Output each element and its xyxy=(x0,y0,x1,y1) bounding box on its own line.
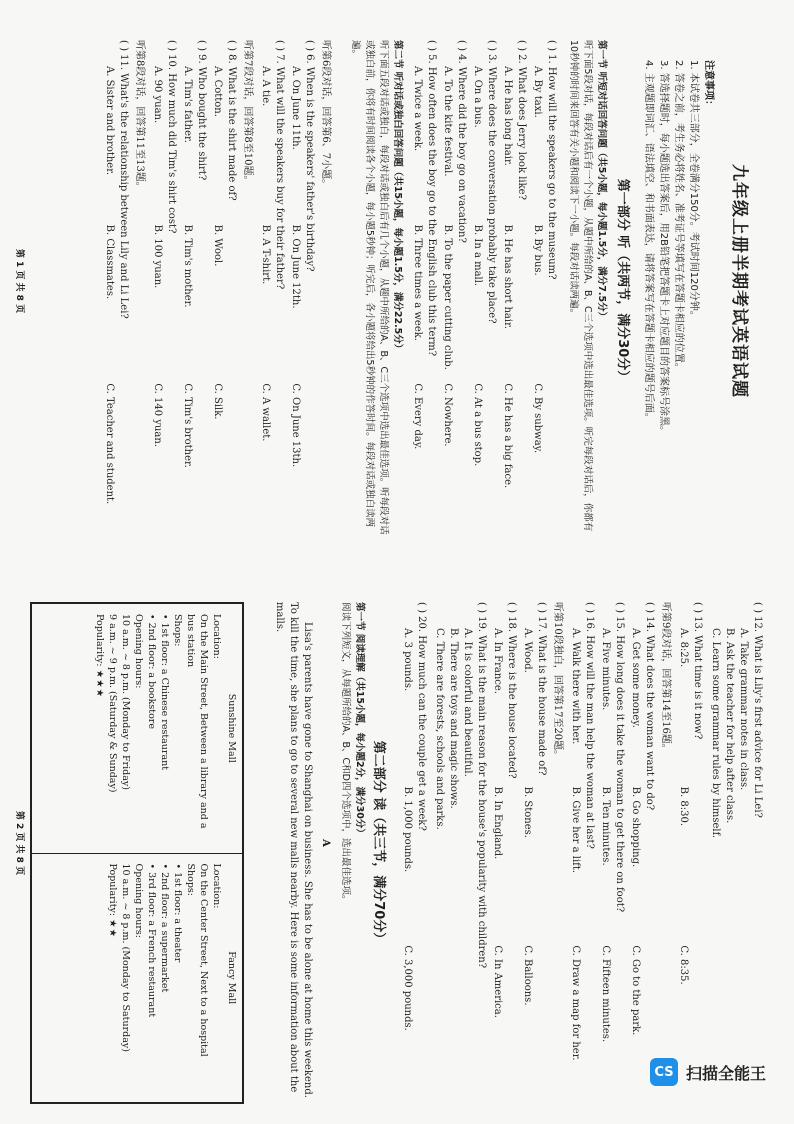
mall-name: Sunshine Mall xyxy=(226,693,237,763)
question-14 xyxy=(628,602,656,1104)
mall-location: On the Main Street, Between a library and a bus station xyxy=(185,614,209,829)
option-b: B. There are toys and magic shows. xyxy=(448,628,459,809)
notes-heading: 注意事项： xyxy=(703,60,714,110)
popularity-label: Popularity: xyxy=(107,863,118,917)
question-stem: ( ) 7. What will the speakers buy for their father? xyxy=(274,40,285,290)
option-c: C. Fifteen minutes. xyxy=(600,945,611,1043)
option-b: B. In a mall. xyxy=(472,224,483,287)
section1-desc: 听下面5段对话，每段对话后有一个小题，从题中所给的A、B、C三个选项中选出最佳选项。听完每段对话后，你都有10秒钟的时间来回答有关小题和阅读下一小题。每段对话读两遍。 xyxy=(568,40,593,532)
option-b: B. 1,000 pounds. xyxy=(402,786,413,873)
option-b: B. Ask the teacher for help after class. xyxy=(724,628,735,824)
reading-section-title: 第一节 阅读理解（共15小题，每小题2分，满分30分） xyxy=(354,602,365,838)
note-item: 3. 答选择题时，每小题选出答案后，用2B铅笔把答题卡上对应题目的答案标号涂黑。 xyxy=(658,60,669,436)
question-4 xyxy=(440,40,468,542)
option-c: C. Silk. xyxy=(212,383,223,420)
question-9 xyxy=(180,40,208,542)
question-7 xyxy=(258,40,286,542)
option-c: C. A wallet. xyxy=(260,383,271,442)
option-b: B. Give her a lift. xyxy=(570,786,581,874)
option-a: A. Walk there with her. xyxy=(570,628,581,745)
option-c: C. There are forests, schools and parks. xyxy=(434,628,445,830)
option-a: A. Five minutes. xyxy=(600,628,611,711)
question-13 xyxy=(676,602,704,1104)
question-stem: ( ) 19. What is the main reason for the house's popularity with children? xyxy=(476,602,487,969)
camscanner-logo-icon: CS xyxy=(650,1058,678,1086)
option-b: B. Tim's mother. xyxy=(182,224,193,308)
hours-item: 10 a.m. ~ 8 p.m. (Monday to Friday) xyxy=(120,614,131,790)
option-c: C. 3,000 pounds. xyxy=(402,945,413,1031)
question-stem: ( ) 6. When is the speakers' father's birthday? xyxy=(304,40,315,272)
option-c: C. Tim's brother. xyxy=(182,383,193,468)
option-b: B. A T-shirt. xyxy=(260,224,271,285)
malls-info-box xyxy=(30,602,244,1104)
option-a: A. To the kite festival. xyxy=(442,66,453,177)
shop-item: • 2nd floor: a supermarket xyxy=(159,863,170,993)
option-c: C. Teacher and student. xyxy=(104,383,115,505)
shop-item: • 1st floor: a theater xyxy=(172,863,183,963)
question-17 xyxy=(520,602,548,1104)
question-18 xyxy=(490,602,518,1104)
option-c: C. Every day. xyxy=(412,383,423,450)
exam-title: 九年级上册半期考试英语试题 xyxy=(729,164,749,398)
question-8 xyxy=(210,40,238,542)
option-b: B. To the paper cutting club. xyxy=(442,224,453,370)
question-stem: ( ) 12. What is Lily's first advice for Li Lei? xyxy=(752,602,763,818)
listen-instruction: 听第6段对话，回答第6、7小题。 xyxy=(320,40,331,190)
question-12 xyxy=(708,602,764,1104)
mall-name: Fancy Mall xyxy=(226,951,237,1005)
shops-label: Shops: xyxy=(172,614,183,647)
exam-page-2 xyxy=(0,562,794,1124)
mall-card-sunshine xyxy=(32,604,242,853)
section1-heading xyxy=(566,40,608,542)
reading-section-heading xyxy=(338,602,366,1104)
listen-instruction: 听第8段对话，回答第11至13题。 xyxy=(134,40,145,192)
popularity-label: Popularity: xyxy=(94,614,105,667)
mall-location: On the Center Street, Next to a hospital xyxy=(198,863,209,1057)
option-a: A. 8:25. xyxy=(678,628,689,668)
shop-item: • 3rd floor: a French restaurant xyxy=(146,863,157,1018)
part1-title: 第一部分 听（共两节，满分30分） xyxy=(615,178,630,384)
option-b: B. Classmates. xyxy=(104,224,115,300)
passage-intro: Lisa's parents have gone to Shanghai on business. She has to be alone at home this weekend. To kill the time, she plans to go to several new malls nearby. Here is some information about the malls. xyxy=(274,602,313,1098)
question-11 xyxy=(102,40,130,542)
option-a: A. He has long hair. xyxy=(502,66,513,166)
question-stem: ( ) 18. Where is the house located? xyxy=(506,602,517,779)
option-a: A. Wood. xyxy=(522,628,533,673)
listen-instruction: 听第10段独白，回答第17至20题。 xyxy=(552,602,563,761)
option-c: C. In America. xyxy=(492,945,503,1018)
section2-title: 第二节 听对话或独白回答问题（共15小题，每小题1.5分，满分22.5分） xyxy=(392,40,403,354)
location-label: Location: xyxy=(211,614,222,659)
option-b: B. Three times a week. xyxy=(412,224,423,341)
hours-label: Opening hours: xyxy=(133,863,144,938)
option-a: A. 90 yuan. xyxy=(152,66,163,124)
question-stem: ( ) 10. How much did Tim's shirt cost? xyxy=(166,40,177,234)
option-c: C. Balloons. xyxy=(522,945,533,1006)
option-c: C. By subway. xyxy=(532,383,543,454)
question-2 xyxy=(500,40,528,542)
location-label: Location: xyxy=(211,863,222,909)
option-c: C. 8:35. xyxy=(678,945,689,985)
option-c: C. Learn some grammar rules by himself. xyxy=(710,628,721,839)
option-a: A. Take grammar notes in class. xyxy=(738,628,749,791)
part2-title: 第二部分 读（共三节，满分70分） xyxy=(371,740,386,946)
question-stem: ( ) 2. What does Jerry look like? xyxy=(516,40,527,200)
option-a: A. In France. xyxy=(492,628,503,694)
notes-section xyxy=(641,60,716,542)
option-b: B. By bus. xyxy=(532,224,543,276)
note-item: 2. 答卷之前，考生务必将姓名、准考证号等填写在答题卡相应的位置。 xyxy=(673,60,684,373)
question-1 xyxy=(530,40,558,542)
hours-item: 9 a.m. ~ 9 p.m. (Saturday & Sunday) xyxy=(107,614,118,793)
section1-title: 第一节 听短对话回答问题（共5小题，每小题1.5分，满分7.5分） xyxy=(596,40,607,322)
option-a: A. Cotton. xyxy=(212,66,223,117)
option-a: A. On June 11th. xyxy=(290,66,301,150)
option-b: B. Ten minutes. xyxy=(600,786,611,866)
question-stem: ( ) 20. How much can the couple get a week? xyxy=(416,602,427,831)
option-b: B. On June 12th. xyxy=(290,224,301,309)
hours-label: Opening hours: xyxy=(133,614,144,689)
question-stem: ( ) 17. What is the house made of? xyxy=(536,602,547,776)
note-item: 1. 本试卷共三部分，全卷满分150分。考试时间120分钟。 xyxy=(688,60,699,321)
option-a: A. Get some money. xyxy=(630,628,641,728)
option-b: B. He has short hair. xyxy=(502,224,513,329)
question-stem: ( ) 5. How often does the boy go to the English club this term? xyxy=(426,40,437,357)
note-item: 4. 主观题即词汇、语法填空、和书面表达，请将答案写在答题卡相应的题号后面。 xyxy=(643,60,654,423)
shop-item: • 2nd floor: a bookstore xyxy=(146,614,157,729)
option-c: C. Go to the park. xyxy=(630,945,641,1036)
option-a: A. Twice a week. xyxy=(412,66,423,152)
option-b: B. 8:30. xyxy=(678,786,689,827)
page-footer: 第 1 页 共 8 页 xyxy=(14,248,24,314)
option-a: A. Tim's father. xyxy=(182,66,193,143)
question-19 xyxy=(432,602,488,1104)
option-b: B. Wool. xyxy=(212,224,223,267)
option-b: B. In England. xyxy=(492,786,503,860)
question-10 xyxy=(150,40,178,542)
section2-desc: 听下面五段对话或独白，每段对话或独白后有几个小题，从题中所给的A、B、C三个选项中选出最佳选项。听每段对话或独白前，你将有时间阅读各个小题，每小题5秒钟；听完后，各小题将给出5秒钟的作答时间。每段对话或独白读两遍。 xyxy=(350,40,389,535)
popularity-stars: ★★ xyxy=(107,919,118,939)
listen-instruction: 听第7段对话，回答第8至10题。 xyxy=(242,40,253,186)
page-footer: 第 2 页 共 8 页 xyxy=(14,810,24,876)
popularity-stars: ★★★ xyxy=(94,669,105,699)
camscanner-watermark xyxy=(650,1058,766,1086)
option-c: C. At a bus stop. xyxy=(472,383,483,467)
question-20 xyxy=(400,602,428,1104)
section2-heading xyxy=(348,40,404,542)
shop-item: • 1st floor: a Chinese restaurant xyxy=(159,614,170,771)
question-6 xyxy=(288,40,316,542)
option-c: C. He has a big face. xyxy=(502,383,513,489)
option-a: A. On a bus. xyxy=(472,66,483,128)
question-stem: ( ) 1. How will the speakers go to the museum? xyxy=(546,40,557,280)
option-a: A. It is colorful and beautiful. xyxy=(462,628,473,777)
question-stem: ( ) 14. What does the woman want to do? xyxy=(644,602,655,811)
question-5 xyxy=(410,40,438,542)
mall-card-fancy xyxy=(32,853,242,1103)
question-stem: ( ) 3. Where does the conversation probably take place? xyxy=(486,40,497,324)
option-a: A. Sister and brother. xyxy=(104,66,115,176)
passage-label: A xyxy=(320,839,331,847)
question-stem: ( ) 15. How long does it take the woman to get there on foot? xyxy=(614,602,625,913)
option-c: C. Draw a map for her. xyxy=(570,945,581,1061)
watermark-label: 扫描全能王 xyxy=(685,1063,766,1083)
option-a: A. 3 pounds. xyxy=(402,628,413,692)
question-stem: ( ) 13. What time is it now? xyxy=(692,602,703,740)
option-b: B. Go shopping. xyxy=(630,786,641,868)
question-stem: ( ) 11. What's the relationship between Lily and Li Lei? xyxy=(118,40,129,319)
question-stem: ( ) 4. Where did the boy go on vacation? xyxy=(456,40,467,243)
option-a: A. A tie. xyxy=(260,66,271,107)
question-stem: ( ) 16. How will the man help the woman at last? xyxy=(584,602,595,849)
hours-item: 10 a.m. ~ 8 p.m. (Monday to Saturday) xyxy=(120,863,131,1052)
question-stem: ( ) 9. Who bought the shirt? xyxy=(196,40,207,181)
option-a: A. By taxi. xyxy=(532,66,543,118)
reading-section-desc: 阅读下列短文，从每题所给的A、B、C和D四个选项中，选出最佳选项。 xyxy=(340,602,351,905)
option-b: B. Stones. xyxy=(522,786,533,838)
question-stem: ( ) 8. What is the shirt made of? xyxy=(226,40,237,201)
option-c: C. 140 yuan. xyxy=(152,383,163,447)
listen-instruction: 听第9段对话，回答第14至16题。 xyxy=(660,602,671,754)
question-3 xyxy=(470,40,498,542)
question-16 xyxy=(568,602,596,1104)
option-c: C. On June 13th. xyxy=(290,383,301,468)
question-15 xyxy=(598,602,626,1104)
option-b: B. 100 yuan. xyxy=(152,224,163,289)
option-c: C. Nowhere. xyxy=(442,383,453,447)
shops-label: Shops: xyxy=(185,863,196,897)
